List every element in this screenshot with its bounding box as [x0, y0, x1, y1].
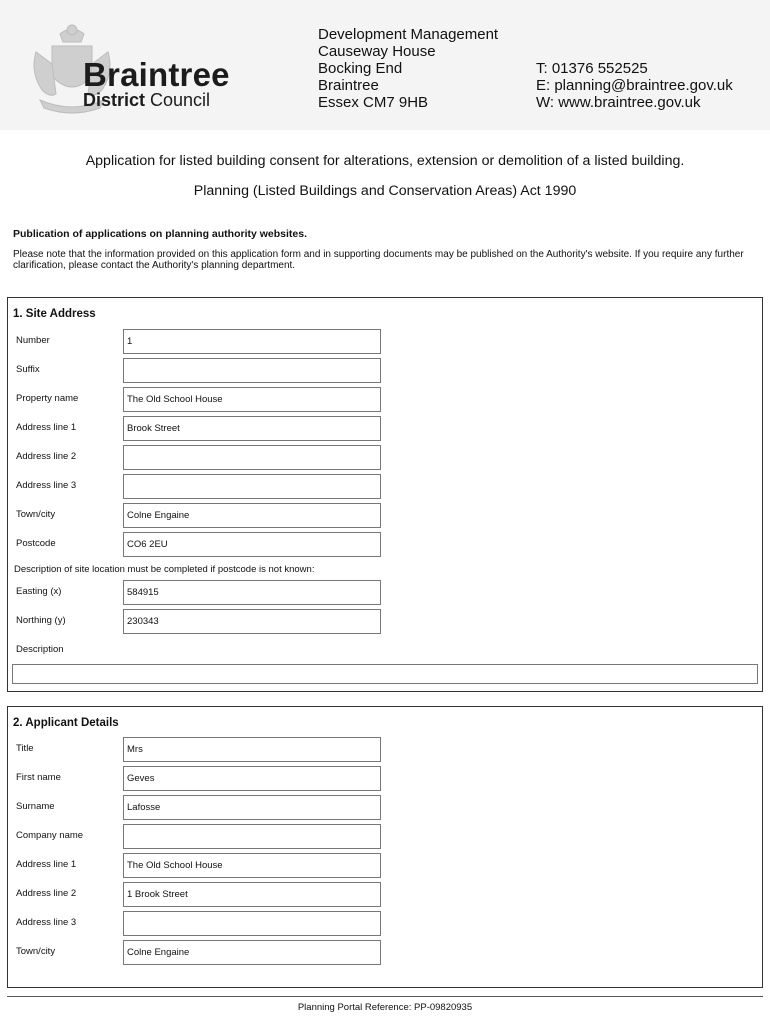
applicant-town-city-field[interactable]: Colne Engaine [123, 940, 381, 965]
field-row [8, 609, 762, 635]
field-row [8, 416, 762, 442]
field-label: Address line 3 [16, 917, 77, 928]
office-address: Development Management Causeway House Bocking End Braintree Essex CM7 9HB [318, 26, 499, 111]
field-row [8, 795, 762, 821]
field-row [8, 737, 762, 763]
address-line-1-field[interactable]: Brook Street [123, 416, 381, 441]
field-row [8, 445, 762, 471]
field-label: Postcode [16, 538, 56, 549]
field-row [8, 853, 762, 879]
field-row [8, 329, 762, 355]
applicant-address-line-1-field[interactable]: The Old School House [123, 853, 381, 878]
field-label: Address line 2 [16, 888, 77, 899]
field-label: Address line 1 [16, 859, 77, 870]
field-label: Easting (x) [16, 586, 62, 597]
field-label: Suffix [16, 364, 40, 375]
field-row [8, 532, 762, 558]
footer-divider [7, 996, 763, 997]
field-label: First name [16, 772, 61, 783]
applicant-address-line-2-field[interactable]: 1 Brook Street [123, 882, 381, 907]
address-line-3-field[interactable] [123, 474, 381, 499]
phone: T: 01376 552525 [536, 60, 648, 77]
field-label: Town/city [16, 509, 56, 520]
email: E: planning@braintree.gov.uk [536, 77, 733, 94]
first-name-field[interactable]: Geves [123, 766, 381, 791]
number-field[interactable]: 1 [123, 329, 381, 354]
council-logo [30, 22, 270, 117]
field-row [8, 882, 762, 908]
field-row [8, 911, 762, 937]
northing-field[interactable]: 230343 [123, 609, 381, 634]
applicant-details-section [7, 706, 763, 988]
publication-heading: Publication of applications on planning authority websites. [13, 228, 308, 240]
company-name-field[interactable] [123, 824, 381, 849]
council-name: Braintree [83, 56, 230, 93]
council-subtitle: District Council [83, 90, 211, 110]
field-row [8, 824, 762, 850]
field-label: Town/city [16, 946, 56, 957]
section-title: 2. Applicant Details [13, 717, 119, 729]
site-address-section [7, 297, 763, 692]
field-label: Company name [16, 830, 84, 841]
field-row [8, 580, 762, 606]
address-line-2-field[interactable] [123, 445, 381, 470]
field-row [8, 358, 762, 384]
field-label: Address line 2 [16, 451, 77, 462]
description-label: Description [16, 644, 64, 655]
field-label: Number [16, 335, 50, 346]
field-row [8, 474, 762, 500]
form-act: Planning (Listed Buildings and Conservation Areas) Act 1990 [193, 183, 577, 199]
applicant-address-line-3-field[interactable] [123, 911, 381, 936]
letterhead [0, 0, 770, 130]
title-field[interactable]: Mrs [123, 737, 381, 762]
property-name-field[interactable]: The Old School House [123, 387, 381, 412]
portal-reference: Planning Portal Reference: PP-09820935 [297, 1002, 473, 1013]
location-note: Description of site location must be completed if postcode is not known: [14, 564, 315, 575]
town-city-field[interactable]: Colne Engaine [123, 503, 381, 528]
contact-details [536, 60, 733, 111]
easting-field[interactable]: 584915 [123, 580, 381, 605]
postcode-field[interactable]: CO6 2EU [123, 532, 381, 557]
description-field[interactable] [12, 664, 758, 684]
field-label: Address line 3 [16, 480, 77, 491]
publication-notice: Please note that the information provided on this application form and in supporting documents may be published on the Authority's website. If you require any further clarification, please contact the Authority's planning department. [13, 249, 744, 271]
suffix-field[interactable] [123, 358, 381, 383]
form-title: Application for listed building consent for alterations, extension or demolition of a listed building. [85, 153, 685, 169]
section-title: 1. Site Address [13, 308, 96, 320]
field-row [8, 503, 762, 529]
field-label: Surname [16, 801, 55, 812]
surname-field[interactable]: Lafosse [123, 795, 381, 820]
field-label: Property name [16, 393, 79, 404]
field-row [8, 766, 762, 792]
website: W: www.braintree.gov.uk [536, 94, 701, 111]
field-row [8, 387, 762, 413]
field-label: Title [16, 743, 34, 754]
field-row [8, 940, 762, 966]
field-label: Northing (y) [16, 615, 66, 626]
field-label: Address line 1 [16, 422, 77, 433]
